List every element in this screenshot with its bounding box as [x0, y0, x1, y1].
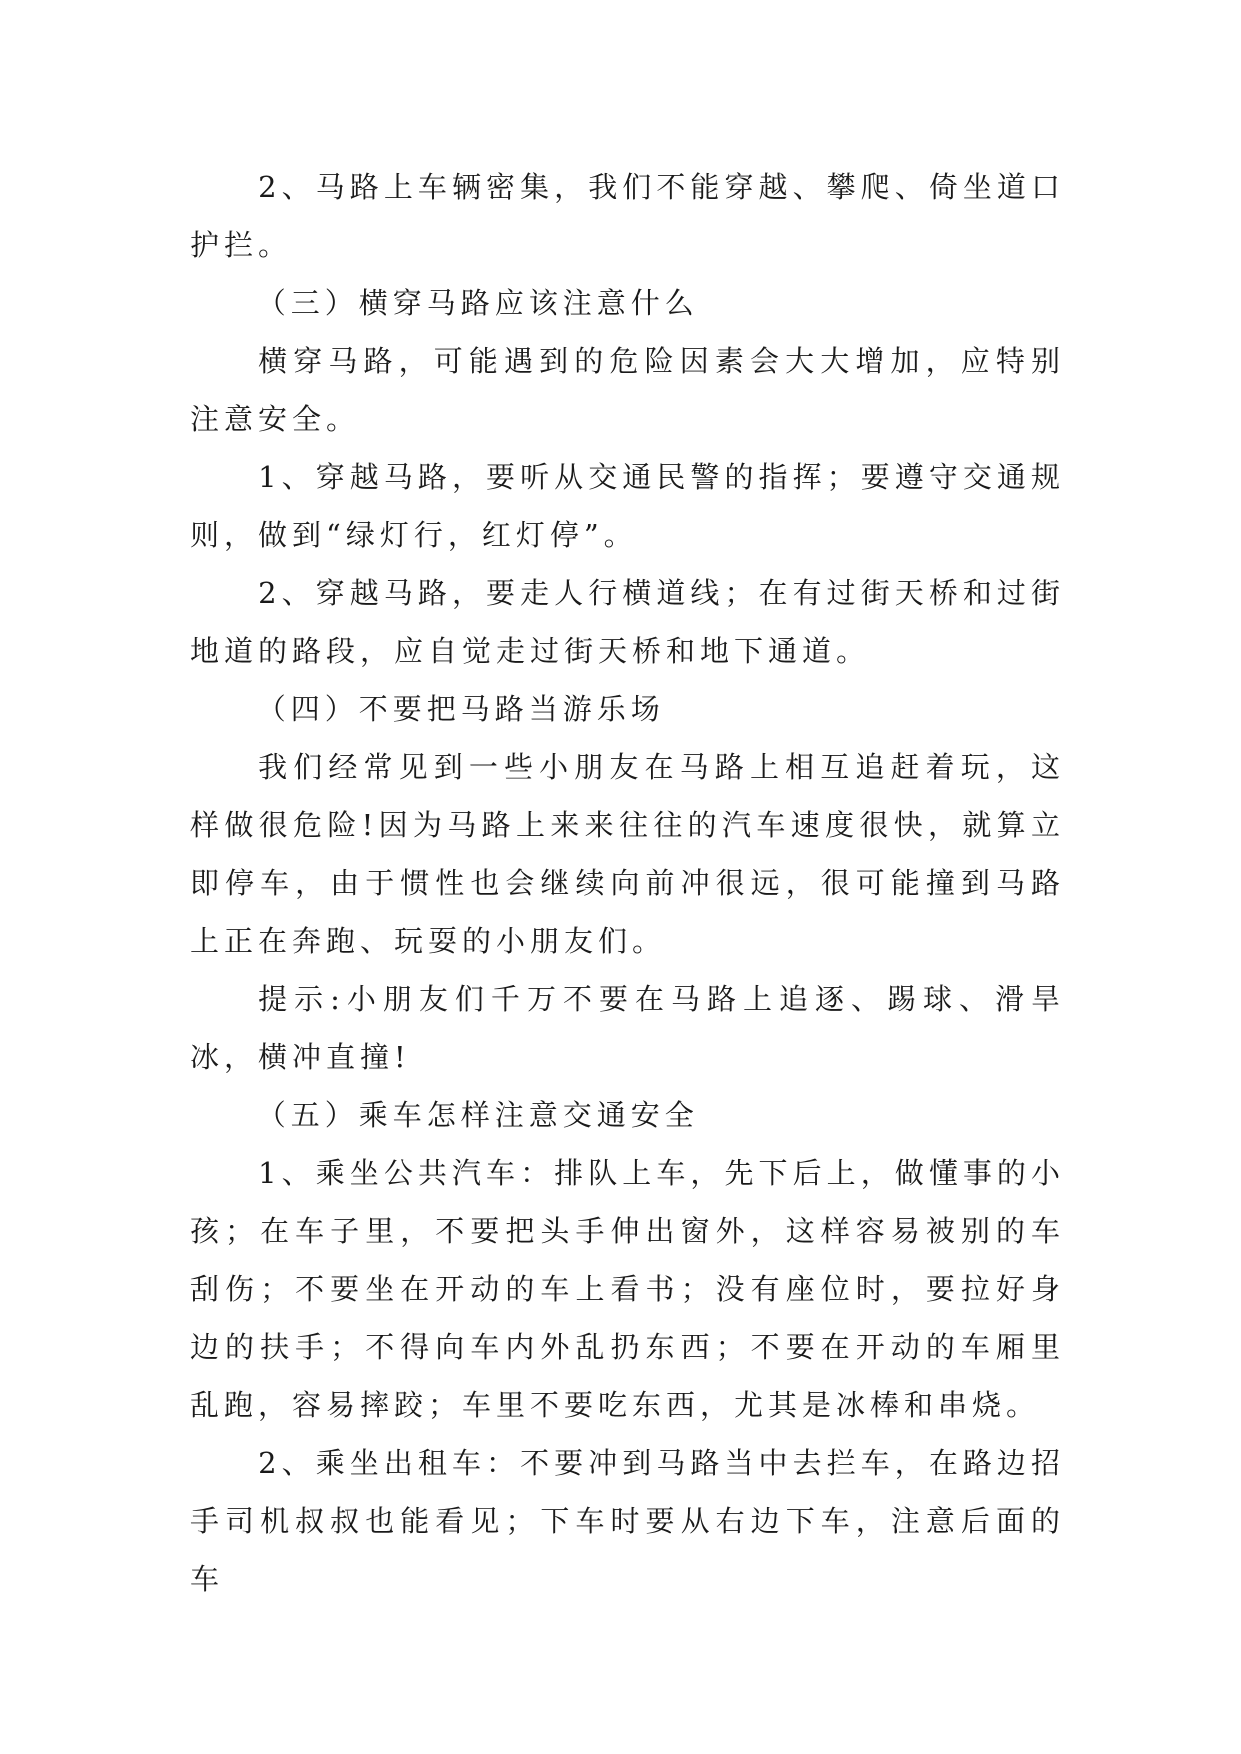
paragraph-item-1-bus: 1、乘坐公共汽车：排队上车，先下后上，做懂事的小孩；在车子里，不要把头手伸出窗外，这样容易被别的车刮伤；不要坐在开动的车上看书；没有座位时，要拉好身边的扶手；不得向车内外乱扔东西；不要在开动的车厢里乱跑，容易摔跤；车里不要吃东西，尤其是冰棒和串烧。	[190, 1156, 1065, 1422]
paragraph-item-1-traffic-police: 1、穿越马路，要听从交通民警的指挥；要遵守交通规则，做到“绿灯行，红灯停”。	[190, 460, 1065, 552]
paragraph-item-2-crosswalk: 2、穿越马路，要走人行横道线；在有过街天桥和过街地道的路段，应自觉走过街天桥和地下通道。	[190, 576, 1065, 668]
paragraph-playground-warning: 我们经常见到一些小朋友在马路上相互追赶着玩，这样做很危险!因为马路上来来往往的汽车速度很快，就算立即停车，由于惯性也会继续向前冲很远，很可能撞到马路上正在奔跑、玩耍的小朋友们。	[190, 750, 1065, 958]
paragraph-item-2-taxi: 2、乘坐出租车：不要冲到马路当中去拦车，在路边招手司机叔叔也能看见；下车时要从右边下车，注意后面的车	[190, 1446, 1065, 1596]
document-body	[190, 158, 1065, 1608]
paragraph-tip: 提示:小朋友们千万不要在马路上追逐、踢球、滑旱冰，横冲直撞!	[190, 982, 1065, 1074]
section-heading-5: （五）乘车怎样注意交通安全	[256, 1098, 699, 1132]
section-heading-4: （四）不要把马路当游乐场	[256, 692, 665, 726]
paragraph-crossing-intro: 横穿马路，可能遇到的危险因素会大大增加，应特别注意安全。	[190, 344, 1065, 436]
section-heading-3: （三）横穿马路应该注意什么	[256, 286, 699, 320]
paragraph-item-2-guardrail: 2、马路上车辆密集，我们不能穿越、攀爬、倚坐道口护拦。	[190, 170, 1065, 262]
